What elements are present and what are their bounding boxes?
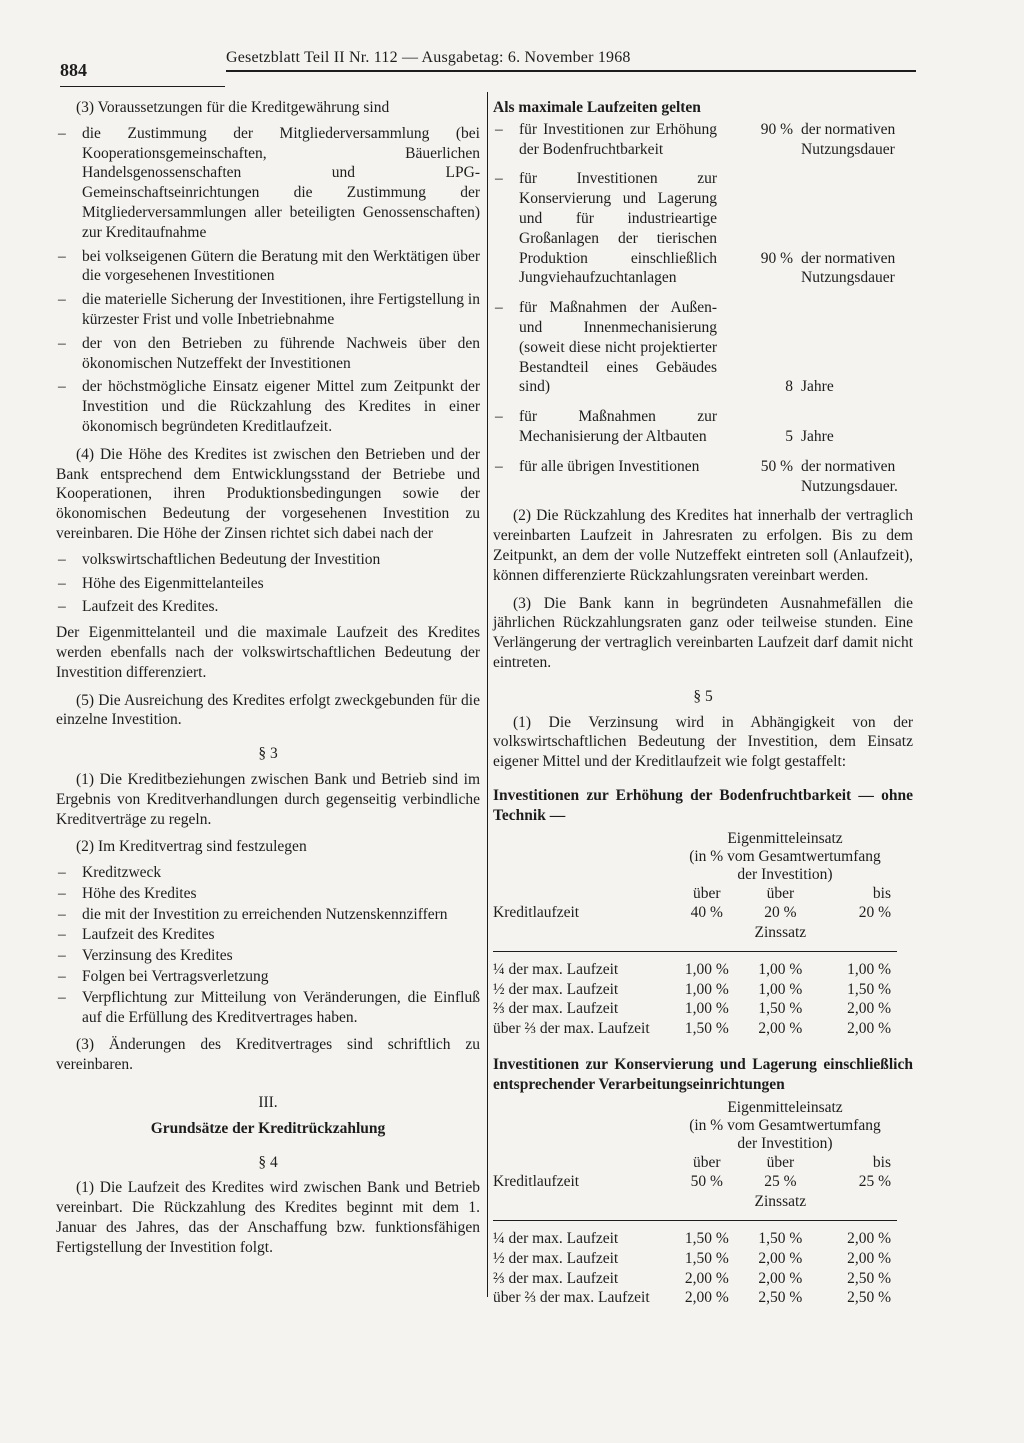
table-row-header: Kreditlaufzeit (493, 904, 580, 922)
table-row: ⅔ der max. Laufzeit 2,00 % 2,00 % 2,50 % (493, 1269, 891, 1287)
duration-text: für Investitionen zur Erhöhung der Bodenfruchtbarkeit (519, 120, 717, 158)
list-item: – Höhe des Eigenmittelanteiles (56, 574, 480, 594)
interest-table-2 (493, 1099, 897, 1309)
duration-text: für Maßnahmen zur Mechanisierung der Altbauten (519, 408, 717, 445)
list-item: – die materielle Sicherung der Investitionen, ihre Fertigstellung in kürzester Frist und volle Inbetriebnahme (56, 290, 480, 330)
part-title: Grundsätze der Kreditrückzahlung (150, 1119, 386, 1137)
duration-row: – für Investitionen zur Erhöhung der Bodenfruchtbarkeit 90 % der normativen Nutzungsdauer (493, 120, 913, 160)
duration-text: für Investitionen zur Konservierung und Lagerung und für industrieartige Großanlagen der tierischen Produktion einschließlich Jungviehaufzuchtanlagen (519, 170, 717, 287)
duration-value: 90 % (760, 249, 793, 267)
table-row-header: Kreditlaufzeit (493, 1173, 580, 1191)
column-header: bis 20 % (858, 884, 891, 922)
list-item: – Folgen bei Vertragsverletzung (56, 967, 480, 987)
list-item: – die mit der Investition zu erreichenden Nutzenskennziffern (56, 905, 480, 925)
zinssatz-label: Zinssatz (754, 924, 807, 942)
column-header: über 25 % (764, 1153, 797, 1191)
list-item: – Laufzeit des Kredites (56, 925, 480, 945)
duration-unit: der normativen (801, 120, 896, 138)
section-3-heading: § 3 (258, 745, 278, 763)
interest-table-1 (493, 830, 897, 1040)
section-4-paragraph-2: (2) Die Rückzahlung des Kredites hat innerhalb der vertraglich vereinbarten Laufzeit in Jahresraten zu erfolgen. Bis zu dem Zeitpunkt, an dem der volle Nutzeffekt eintreten soll (Anlaufzeit), können differenzierte Rückzahlungsraten vereinbart werden. (493, 507, 913, 584)
list-item: – bei volkseigenen Gütern die Beratung mit den Werktätigen über die vorgesehenen Investitionen (56, 247, 480, 287)
duration-row: – für Maßnahmen der Außen- und Innenmechanisierung (soweit diese nicht projektierter Bestandteil eines Gebäudes sind) 8 Jahre (495, 299, 834, 396)
list-item: – Verpflichtung zur Mitteilung von Veränderungen, die Einfluß auf die Erfüllung des Kreditvertrages haben. (56, 988, 480, 1028)
left-rule (60, 86, 225, 87)
duration-unit: der normativen (801, 249, 896, 267)
section-4-heading: § 4 (258, 1153, 278, 1171)
table-row: ⅔ der max. Laufzeit 1,00 % 1,50 % 2,00 % (493, 1000, 891, 1018)
page-header-title: Gesetzblatt Teil II Nr. 112 — Ausgabetag: 6. November 1968 (226, 49, 631, 66)
table-2-title: Investitionen zur Konservierung und Lagerung einschließlich entsprechender Verarbeitungseinrichtungen (493, 1056, 913, 1093)
right-column (493, 98, 913, 1308)
duration-unit: Jahre (801, 427, 834, 445)
part-heading: III. (258, 1094, 278, 1112)
zinssatz-label: Zinssatz (754, 1193, 807, 1211)
list-item: – Verzinsung des Kredites (56, 946, 480, 966)
table-row: ¼ der max. Laufzeit 1,50 % 1,50 % 2,00 % (493, 1230, 891, 1248)
duration-unit2: Nutzungsdauer (801, 140, 895, 158)
section-4-paragraph-1: (1) Die Laufzeit des Kredites wird zwischen Bank und Betrieb vereinbart. Die Rückzahlung des Kredites beginnt mit dem 1. Januar des Jahres, das der Anschaffung bzw. funktionsfähigen Fertigstellung der Investition folgt. (56, 1179, 480, 1256)
duration-unit: der normativen (801, 457, 896, 475)
durations-title: Als maximale Laufzeiten gelten (493, 99, 701, 116)
duration-row: – für Investitionen zur Konservierung und Lagerung und für industrieartige Großanlagen der tierischen Produktion einschließlich Jungviehaufzuchtanlagen 90 % der normativen Nutzungsdauer (493, 169, 913, 288)
list-item: – Kreditzweck (56, 863, 480, 883)
paragraph-3-intro: (3) Voraussetzungen für die Kreditgewährung sind (76, 99, 390, 116)
left-column (56, 98, 480, 1258)
list-item: – der höchstmögliche Einsatz eigener Mittel zum Zeitpunkt der Investition und die Rückzahlung des Kredites in einer ökonomisch begründeten Kreditlaufzeit. (56, 377, 480, 436)
duration-unit2: Nutzungsdauer. (801, 477, 898, 495)
contract-items-list (56, 863, 480, 1027)
interest-factors-list (56, 550, 480, 617)
column-divider (487, 92, 488, 1297)
section-5-heading: § 5 (693, 687, 713, 705)
section-4-paragraph-3: (3) Die Bank kann in begründeten Ausnahmefällen die jährlichen Rückzahlungsraten ganz oder teilweise stunden. Eine Verlängerung der vertraglich vereinbarten Laufzeit darf damit nicht eintreten. (493, 594, 913, 671)
list-item: – volkswirtschaftlichen Bedeutung der Investition (56, 550, 480, 570)
duration-row: – für Maßnahmen zur Mechanisierung der Altbauten 5 Jahre (495, 408, 834, 445)
paragraph-4: (4) Die Höhe des Kredites ist zwischen den Betrieben und der Bank entsprechend dem Entwicklungsstand der Betriebe und Kooperationen, ihren Produktionsbedingungen sowie der ökonomischen Bedeutung der vorgesehenen Investition zu vereinbaren. Die Höhe der Zinsen richtet sich dabei nach der (56, 445, 480, 542)
page-number: 884 (60, 60, 87, 80)
table-row: ½ der max. Laufzeit 1,00 % 1,00 % 1,50 % (493, 980, 891, 998)
duration-value: 8 (785, 378, 793, 396)
list-item: – die Zustimmung der Mitgliederversammlung (bei Kooperationsgemeinschaften, Bäuerlichen Handelsgenossenschaften und LPG-Gemeinschaftseinrichtungen die Zustimmung der Mitgliederversammlungen aller beteiligten Genossenschaften) zur Kreditaufnahme (56, 124, 480, 243)
duration-text: für alle übrigen Investitionen (519, 457, 700, 475)
duration-unit2: Nutzungsdauer (801, 269, 895, 287)
table-row: ¼ der max. Laufzeit 1,00 % 1,00 % 1,00 % (493, 960, 891, 978)
section-3-paragraph-1: (1) Die Kreditbeziehungen zwischen Bank und Betrieb sind im Ergebnis von Kreditverhandlungen durch gegenseitig verbindliche Kreditverträge zu regeln. (56, 770, 480, 828)
list-item: – der von den Betrieben zu führende Nachweis über den ökonomischen Nutzeffekt der Investitionen (56, 334, 480, 374)
section-5-paragraph-1: (1) Die Verzinsung wird in Abhängigkeit von der volkswirtschaftlichen Bedeutung der Investition, dem Einsatz eigener Mittel und der Kreditlaufzeit wie folgt gestaffelt: (493, 713, 913, 771)
table-row: über ⅔ der max. Laufzeit 2,00 % 2,50 % 2,50 % (493, 1289, 891, 1307)
column-header: über 50 % (690, 1153, 723, 1191)
duration-value: 50 % (760, 457, 793, 475)
table-1-title: Investitionen zur Erhöhung der Bodenfruchtbarkeit — ohne Technik — (493, 786, 913, 824)
paragraph-4-continuation: Der Eigenmittelanteil und die maximale Laufzeit des Kredites werden ebenfalls nach der volkswirtschaftlichen Bedeutung der Investition differenziert. (56, 624, 480, 681)
duration-unit: Jahre (801, 378, 834, 396)
section-3-paragraph-3: (3) Änderungen des Kreditvertrages sind schriftlich zu vereinbaren. (56, 1036, 480, 1074)
duration-value: 5 (785, 427, 793, 445)
column-header: bis 25 % (858, 1153, 891, 1191)
durations-list (493, 120, 913, 497)
duration-value: 90 % (760, 120, 793, 138)
column-header: über 40 % (690, 884, 723, 922)
table-header-group: Eigenmitteleinsatz (in % vom Gesamtwertumfang der Investition) (689, 1098, 881, 1152)
table-header-group: Eigenmitteleinsatz (in % vom Gesamtwertumfang der Investition) (689, 829, 881, 883)
table-row: ½ der max. Laufzeit 1,50 % 2,00 % 2,00 % (493, 1249, 891, 1267)
conditions-list (56, 124, 480, 437)
list-item: – Laufzeit des Kredites. (56, 597, 480, 617)
duration-text: für Maßnahmen der Außen- und Innenmechanisierung (soweit diese nicht projektierter Bestandteil eines Gebäudes sind) (519, 299, 717, 396)
column-header: über 20 % (764, 884, 797, 922)
paragraph-5: (5) Die Ausreichung des Kredites erfolgt zweckgebunden für die einzelne Investition. (56, 691, 480, 729)
header-rule (226, 70, 916, 72)
duration-row: – für alle übrigen Investitionen 50 % der normativen Nutzungsdauer. (493, 457, 913, 497)
table-row: über ⅔ der max. Laufzeit 1,50 % 2,00 % 2,00 % (493, 1020, 891, 1038)
list-item: – Höhe des Kredites (56, 884, 480, 904)
section-3-paragraph-2: (2) Im Kreditvertrag sind festzulegen (76, 838, 307, 856)
